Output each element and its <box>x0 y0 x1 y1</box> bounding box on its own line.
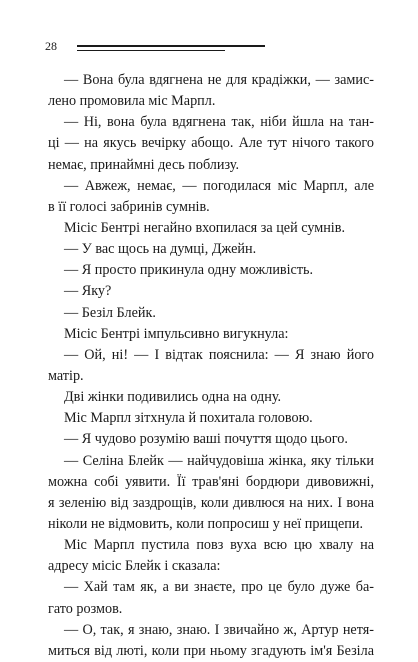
text-line: — Ні, вона була вдягнена так, ніби йшла на тан- <box>64 114 374 131</box>
text-line: адресу місіс Блейк і сказала: <box>48 558 221 575</box>
text-line: можна собі уявити. Її трав'яні бордюри дивовижні, <box>48 473 374 490</box>
text-line: в її голосі забринів сумнів. <box>48 198 210 215</box>
text-line: Місіс Бентрі імпульсивно вигукнула: <box>64 325 289 342</box>
text-line: — Хай там як, а ви знаєте, про це було дуже ба- <box>64 579 374 596</box>
header-rule-thick <box>77 45 265 47</box>
text-line: ці — на якусь вечірку абощо. Але тут нічого такого <box>48 135 374 152</box>
text-line: Міс Марпл пустила повз вуха всю цю хвалу на <box>64 537 374 554</box>
text-line: — Безіл Блейк. <box>64 304 156 321</box>
text-line: — Авжеж, немає, — погодилася міс Марпл, але <box>64 177 374 194</box>
text-line: — У вас щось на думці, Джейн. <box>64 241 257 258</box>
text-line: ніколи не відмовить, коли попросиш у неї прищепи. <box>48 515 363 532</box>
text-line: лено промовила міс Марпл. <box>48 93 216 110</box>
text-line: Міс Марпл зітхнула й похитала головою. <box>64 410 313 427</box>
text-line: Дві жінки подивились одна на одну. <box>64 389 282 406</box>
text-line: гато розмов. <box>48 600 123 617</box>
header-rule-thin <box>77 50 225 51</box>
text-line: миться від люті, коли при ньому згадують ім'я Безіла <box>48 642 374 659</box>
text-line: — О, так, я знаю, знаю. І звичайно ж, Артур нетя- <box>64 621 374 638</box>
text-line: — Я просто прикинула одну можливість. <box>64 262 314 279</box>
text-line: — Ой, ні! — І відтак пояснила: — Я знаю його <box>64 346 374 363</box>
page-number: 28 <box>45 39 57 53</box>
text-line: Місіс Бентрі негайно вхопилася за цей сумнів. <box>64 219 345 236</box>
text-line: матір. <box>48 367 84 384</box>
text-line: — Вона була вдягнена не для крадіжки, — замис- <box>64 72 374 88</box>
text-line: — Яку? <box>64 283 112 300</box>
text-line: немає, принаймні десь поблизу. <box>48 156 240 173</box>
page-header <box>45 39 375 59</box>
text-line: — Селіна Блейк — найчудовіша жінка, яку тільки <box>64 452 374 469</box>
text-line: я зеленію від заздрощів, коли дивлюся на них. І вона <box>48 494 374 511</box>
text-line: — Я чудово розумію ваші почуття щодо цього. <box>64 431 348 448</box>
body-text <box>48 70 374 662</box>
